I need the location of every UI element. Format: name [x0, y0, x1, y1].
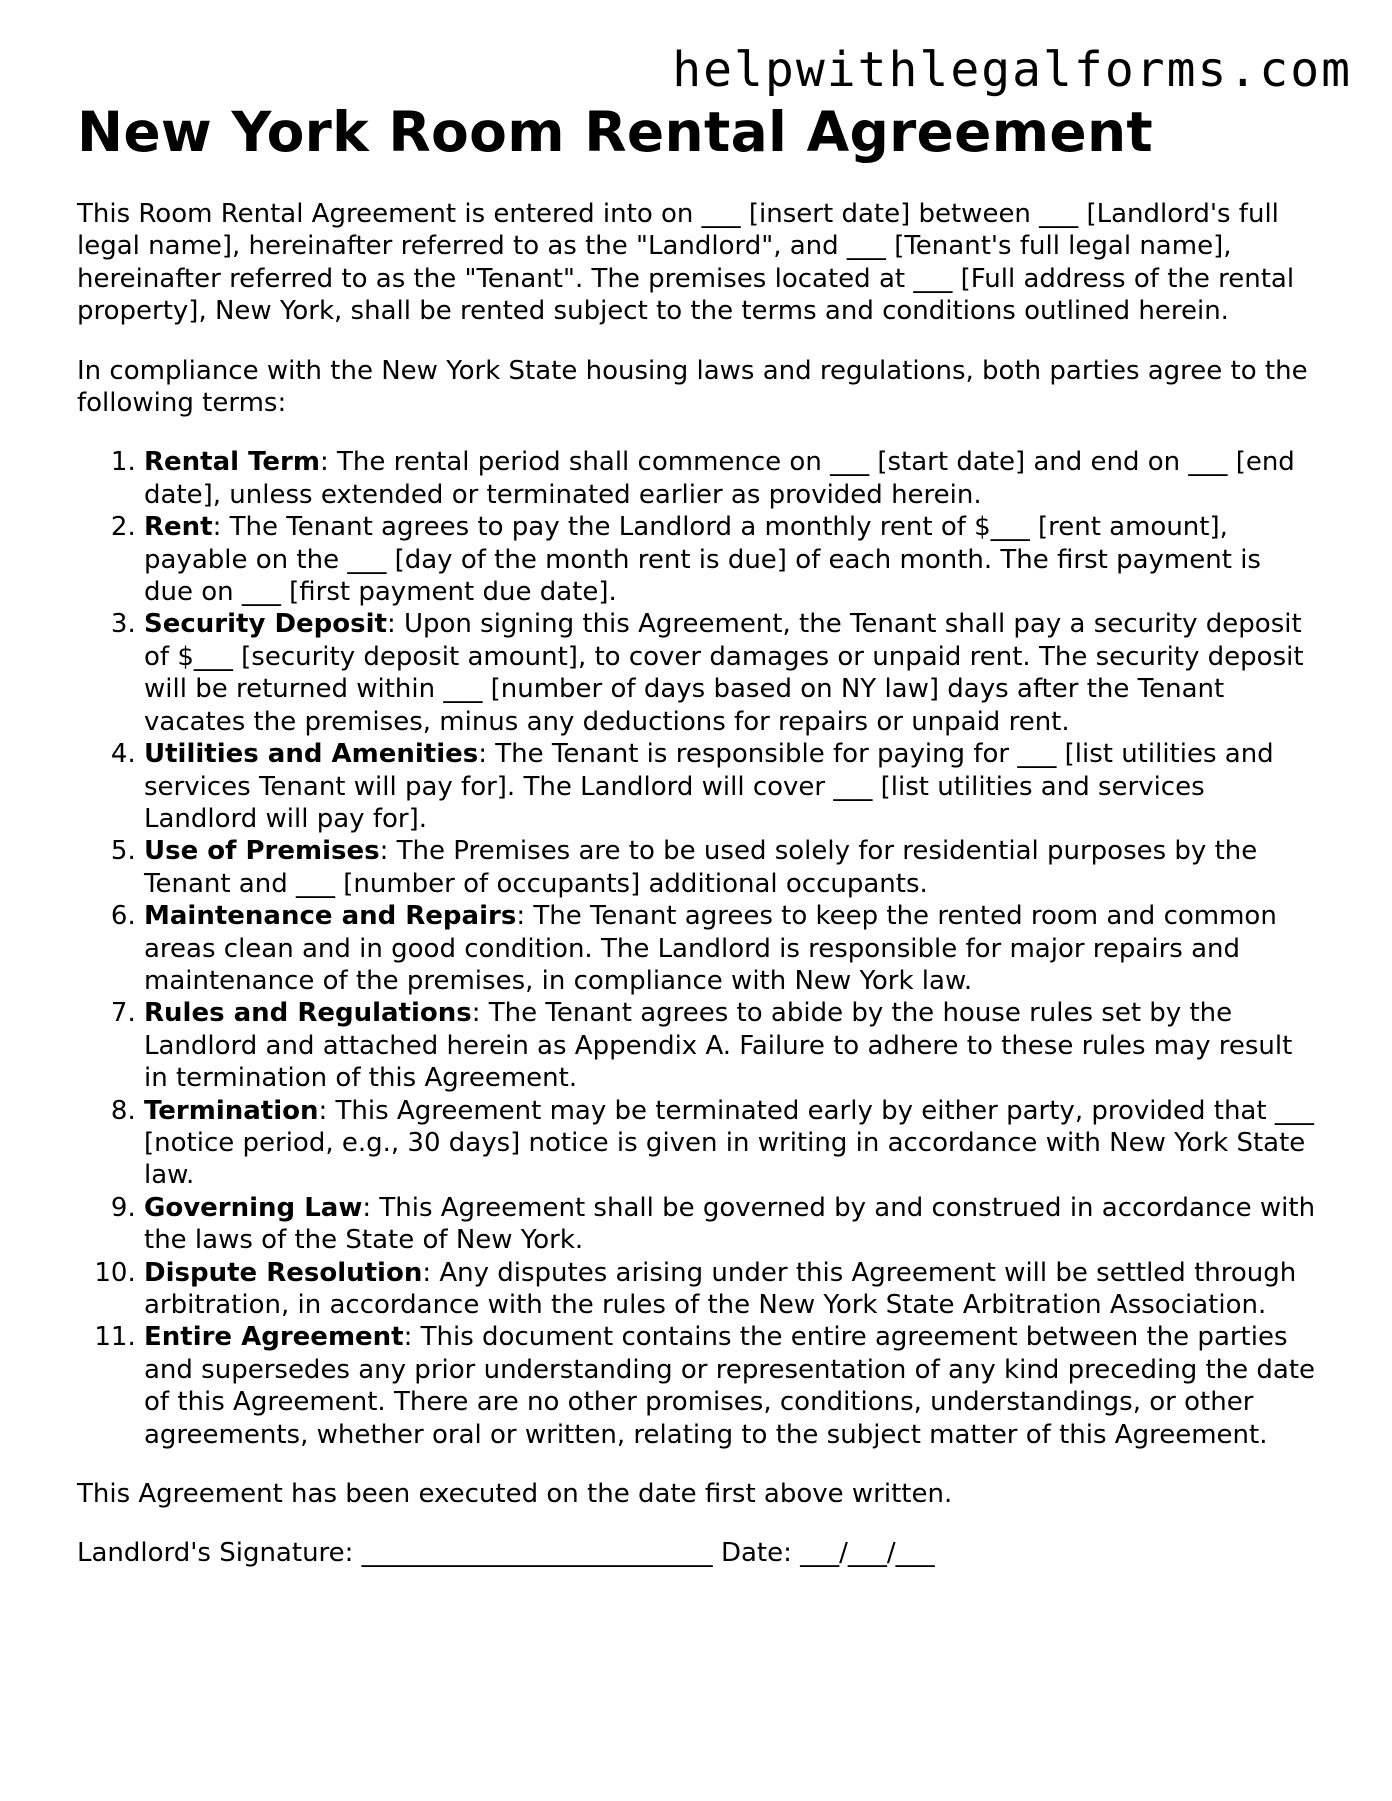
term-item [144, 1095, 1317, 1192]
term-item [144, 608, 1317, 738]
term-text: : This Agreement shall be governed by and construed in accordance with the laws of the State of New York. [144, 1192, 1316, 1256]
term-title: Security Deposit [144, 609, 387, 640]
term-title: Governing Law [144, 1192, 363, 1223]
term-text: : This Agreement may be terminated early by either party, provided that ___ [notice period, e.g., 30 days] notice is given in writing in accordance with New York State law. [144, 1095, 1314, 1191]
page-title: New York Room Rental Agreement [77, 100, 1154, 164]
term-title: Utilities and Amenities [144, 739, 479, 770]
document-page [77, 100, 1317, 1570]
term-item [144, 900, 1317, 997]
term-item [144, 1257, 1317, 1322]
term-title: Termination [144, 1095, 319, 1126]
intro-paragraph: This Room Rental Agreement is entered into on ___ [insert date] between ___ [Landlord's full legal name], hereinafter referred to as the "Landlord", and ___ [Tenant's full legal name], hereinafter referred to as the "Tenant". The premises located at ___ [Full address of the rental property], New York, shall be rented subject to the terms and conditions outlined herein. [77, 199, 1295, 327]
term-title: Rent [144, 512, 213, 543]
term-text: : The Tenant agrees to abide by the house rules set by the Landlord and attached herein as Appendix A. Failure to adhere to these rules may result in termination of this Agreement. [144, 998, 1293, 1094]
term-item [144, 1192, 1317, 1257]
term-item [144, 835, 1317, 900]
term-text: : This document contains the entire agreement between the parties and supersedes any prior understanding or representation of any kind preceding the date of this Agreement. There are no other promises, conditions, understandings, or other agreements, whether oral or written, relating to the subject matter of this Agreement. [144, 1322, 1316, 1450]
compliance-paragraph: In compliance with the New York State housing laws and regulations, both parties agree to the following terms: [77, 355, 1308, 419]
term-text: : The Tenant agrees to pay the Landlord a monthly rent of $___ [rent amount], payable on the ___ [day of the month rent is due] of each month. The first payment is due on ___ [first payment due date]. [144, 512, 1261, 608]
term-text: : The Premises are to be used solely for residential purposes by the Tenant and ___ [number of occupants] additional occupants. [144, 836, 1258, 899]
term-title: Rental Term [144, 447, 320, 478]
landlord-signature-line: Landlord's Signature: ___________________________ Date: ___/___/___ [77, 1538, 935, 1569]
term-item [144, 446, 1317, 511]
term-title: Use of Premises [144, 836, 380, 867]
term-item [144, 511, 1317, 608]
watermark: helpwithlegalforms.com [672, 42, 1352, 98]
terms-list [77, 446, 1317, 1451]
term-title: Rules and Regulations [144, 998, 472, 1029]
term-title: Entire Agreement [144, 1322, 404, 1353]
term-text: : The Tenant agrees to keep the rented room and common areas clean and in good condition. The Landlord is responsible for major repairs and maintenance of the premises, in compliance with New York law. [144, 901, 1277, 996]
term-text: : The Tenant is responsible for paying for ___ [list utilities and services Tenant will pay for]. The Landlord will cover ___ [list utilities and services Landlord will pay for]. [144, 739, 1274, 834]
term-title: Dispute Resolution [144, 1257, 423, 1288]
term-text: : Upon signing this Agreement, the Tenant shall pay a security deposit of $___ [security deposit amount], to cover damages or unpaid rent. The security deposit will be returned within ___ [number of days based on NY law] days after the Tenant vacates the premises, minus any deductions for repairs or unpaid rent. [144, 609, 1304, 737]
executed-statement: This Agreement has been executed on the date first above written. [77, 1479, 953, 1510]
term-title: Maintenance and Repairs [144, 901, 517, 932]
term-text: : The rental period shall commence on ___ [start date] and end on ___ [end date], unless extended or terminated earlier as provided herein. [144, 447, 1295, 510]
term-item [144, 738, 1317, 835]
term-item [144, 1321, 1317, 1451]
term-item [144, 997, 1317, 1094]
term-text: : Any disputes arising under this Agreement will be settled through arbitration, in accordance with the rules of the New York State Arbitration Association. [144, 1257, 1297, 1320]
